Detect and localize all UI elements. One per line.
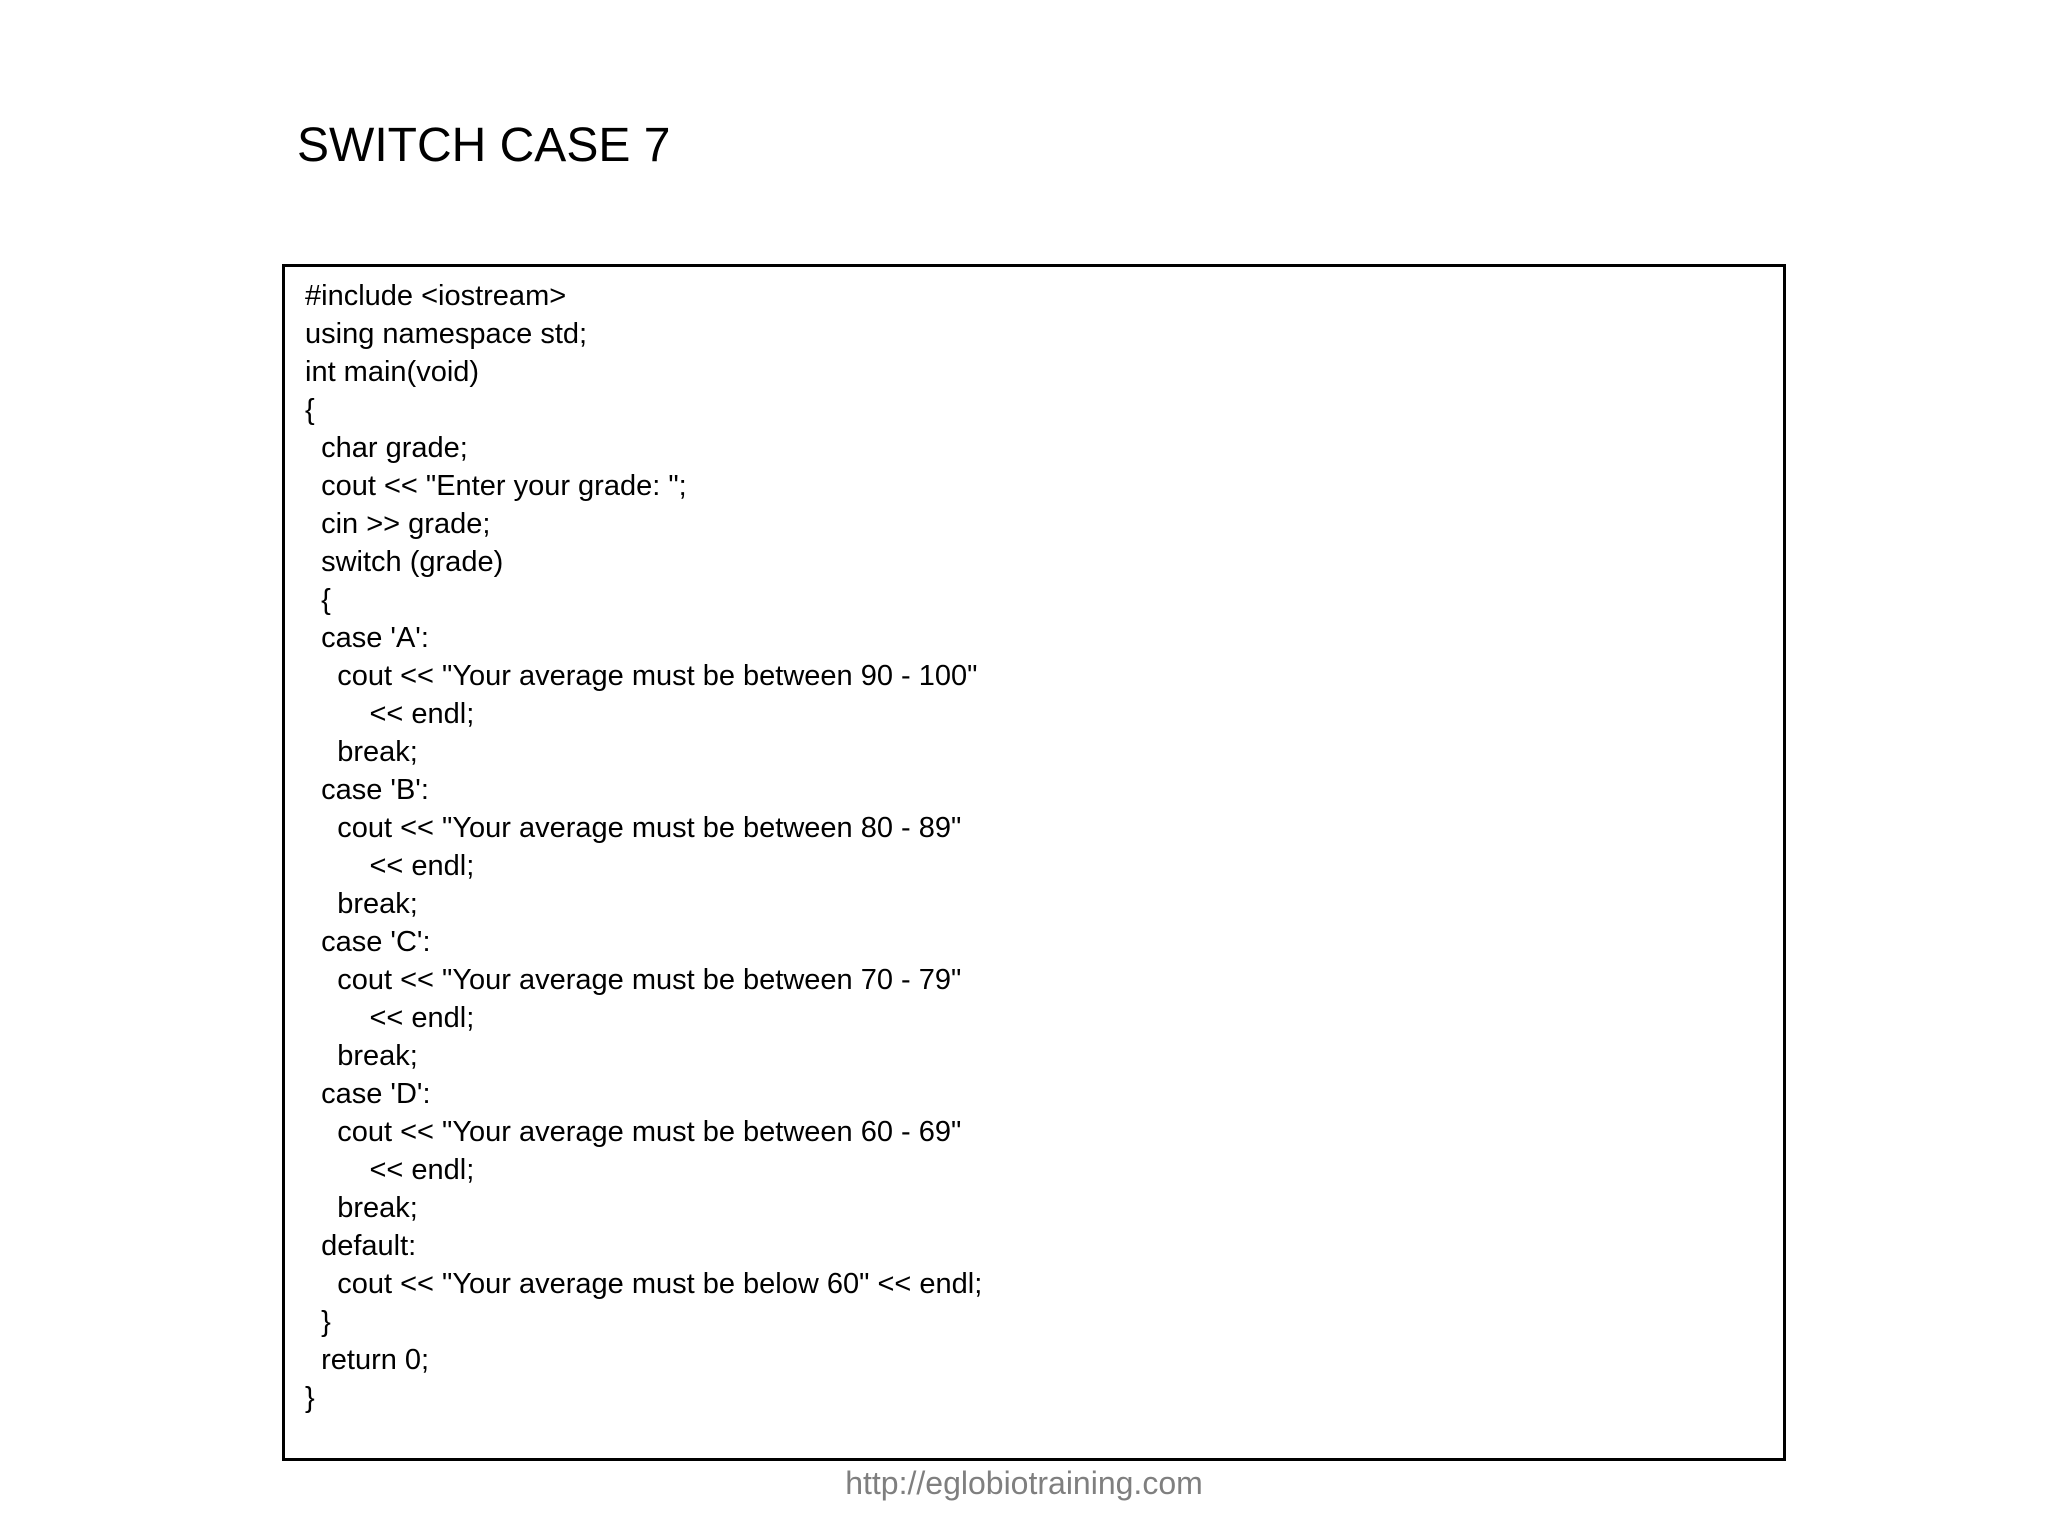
code-line: { bbox=[305, 584, 331, 616]
code-line: << endl; bbox=[305, 850, 475, 882]
code-line: } bbox=[305, 1306, 331, 1338]
code-line: cout << "Your average must be between 60 - 69" bbox=[305, 1116, 962, 1148]
code-line: #include <iostream> bbox=[305, 280, 567, 312]
code-line: } bbox=[305, 1382, 315, 1414]
code-line: char grade; bbox=[305, 432, 468, 464]
code-line: { bbox=[305, 394, 315, 426]
code-line: cout << "Enter your grade: "; bbox=[305, 470, 687, 502]
code-line: cin >> grade; bbox=[305, 508, 491, 540]
code-line: break; bbox=[305, 1192, 418, 1224]
code-line: break; bbox=[305, 888, 418, 920]
code-line: return 0; bbox=[305, 1344, 430, 1376]
code-line: << endl; bbox=[305, 1154, 475, 1186]
code-line: case 'A': bbox=[305, 622, 429, 654]
code-line: cout << "Your average must be between 90 - 100" bbox=[305, 660, 978, 692]
code-line: << endl; bbox=[305, 698, 475, 730]
code-line: case 'C': bbox=[305, 926, 431, 958]
code-line: cout << "Your average must be between 80 - 89" bbox=[305, 812, 962, 844]
code-line: using namespace std; bbox=[305, 318, 588, 350]
code-listing bbox=[305, 277, 982, 1417]
footer-url: http://eglobiotraining.com bbox=[845, 1465, 1203, 1501]
code-line: break; bbox=[305, 736, 418, 768]
code-line: default: bbox=[305, 1230, 417, 1262]
code-line: << endl; bbox=[305, 1002, 475, 1034]
code-line: cout << "Your average must be below 60" << endl; bbox=[305, 1268, 983, 1300]
code-line: int main(void) bbox=[305, 356, 480, 388]
code-line: case 'B': bbox=[305, 774, 429, 806]
code-line: switch (grade) bbox=[305, 546, 504, 578]
code-line: cout << "Your average must be between 70 - 79" bbox=[305, 964, 962, 996]
code-line: case 'D': bbox=[305, 1078, 431, 1110]
code-line: break; bbox=[305, 1040, 418, 1072]
slide-title: SWITCH CASE 7 bbox=[297, 119, 671, 172]
code-box bbox=[282, 264, 1786, 1461]
